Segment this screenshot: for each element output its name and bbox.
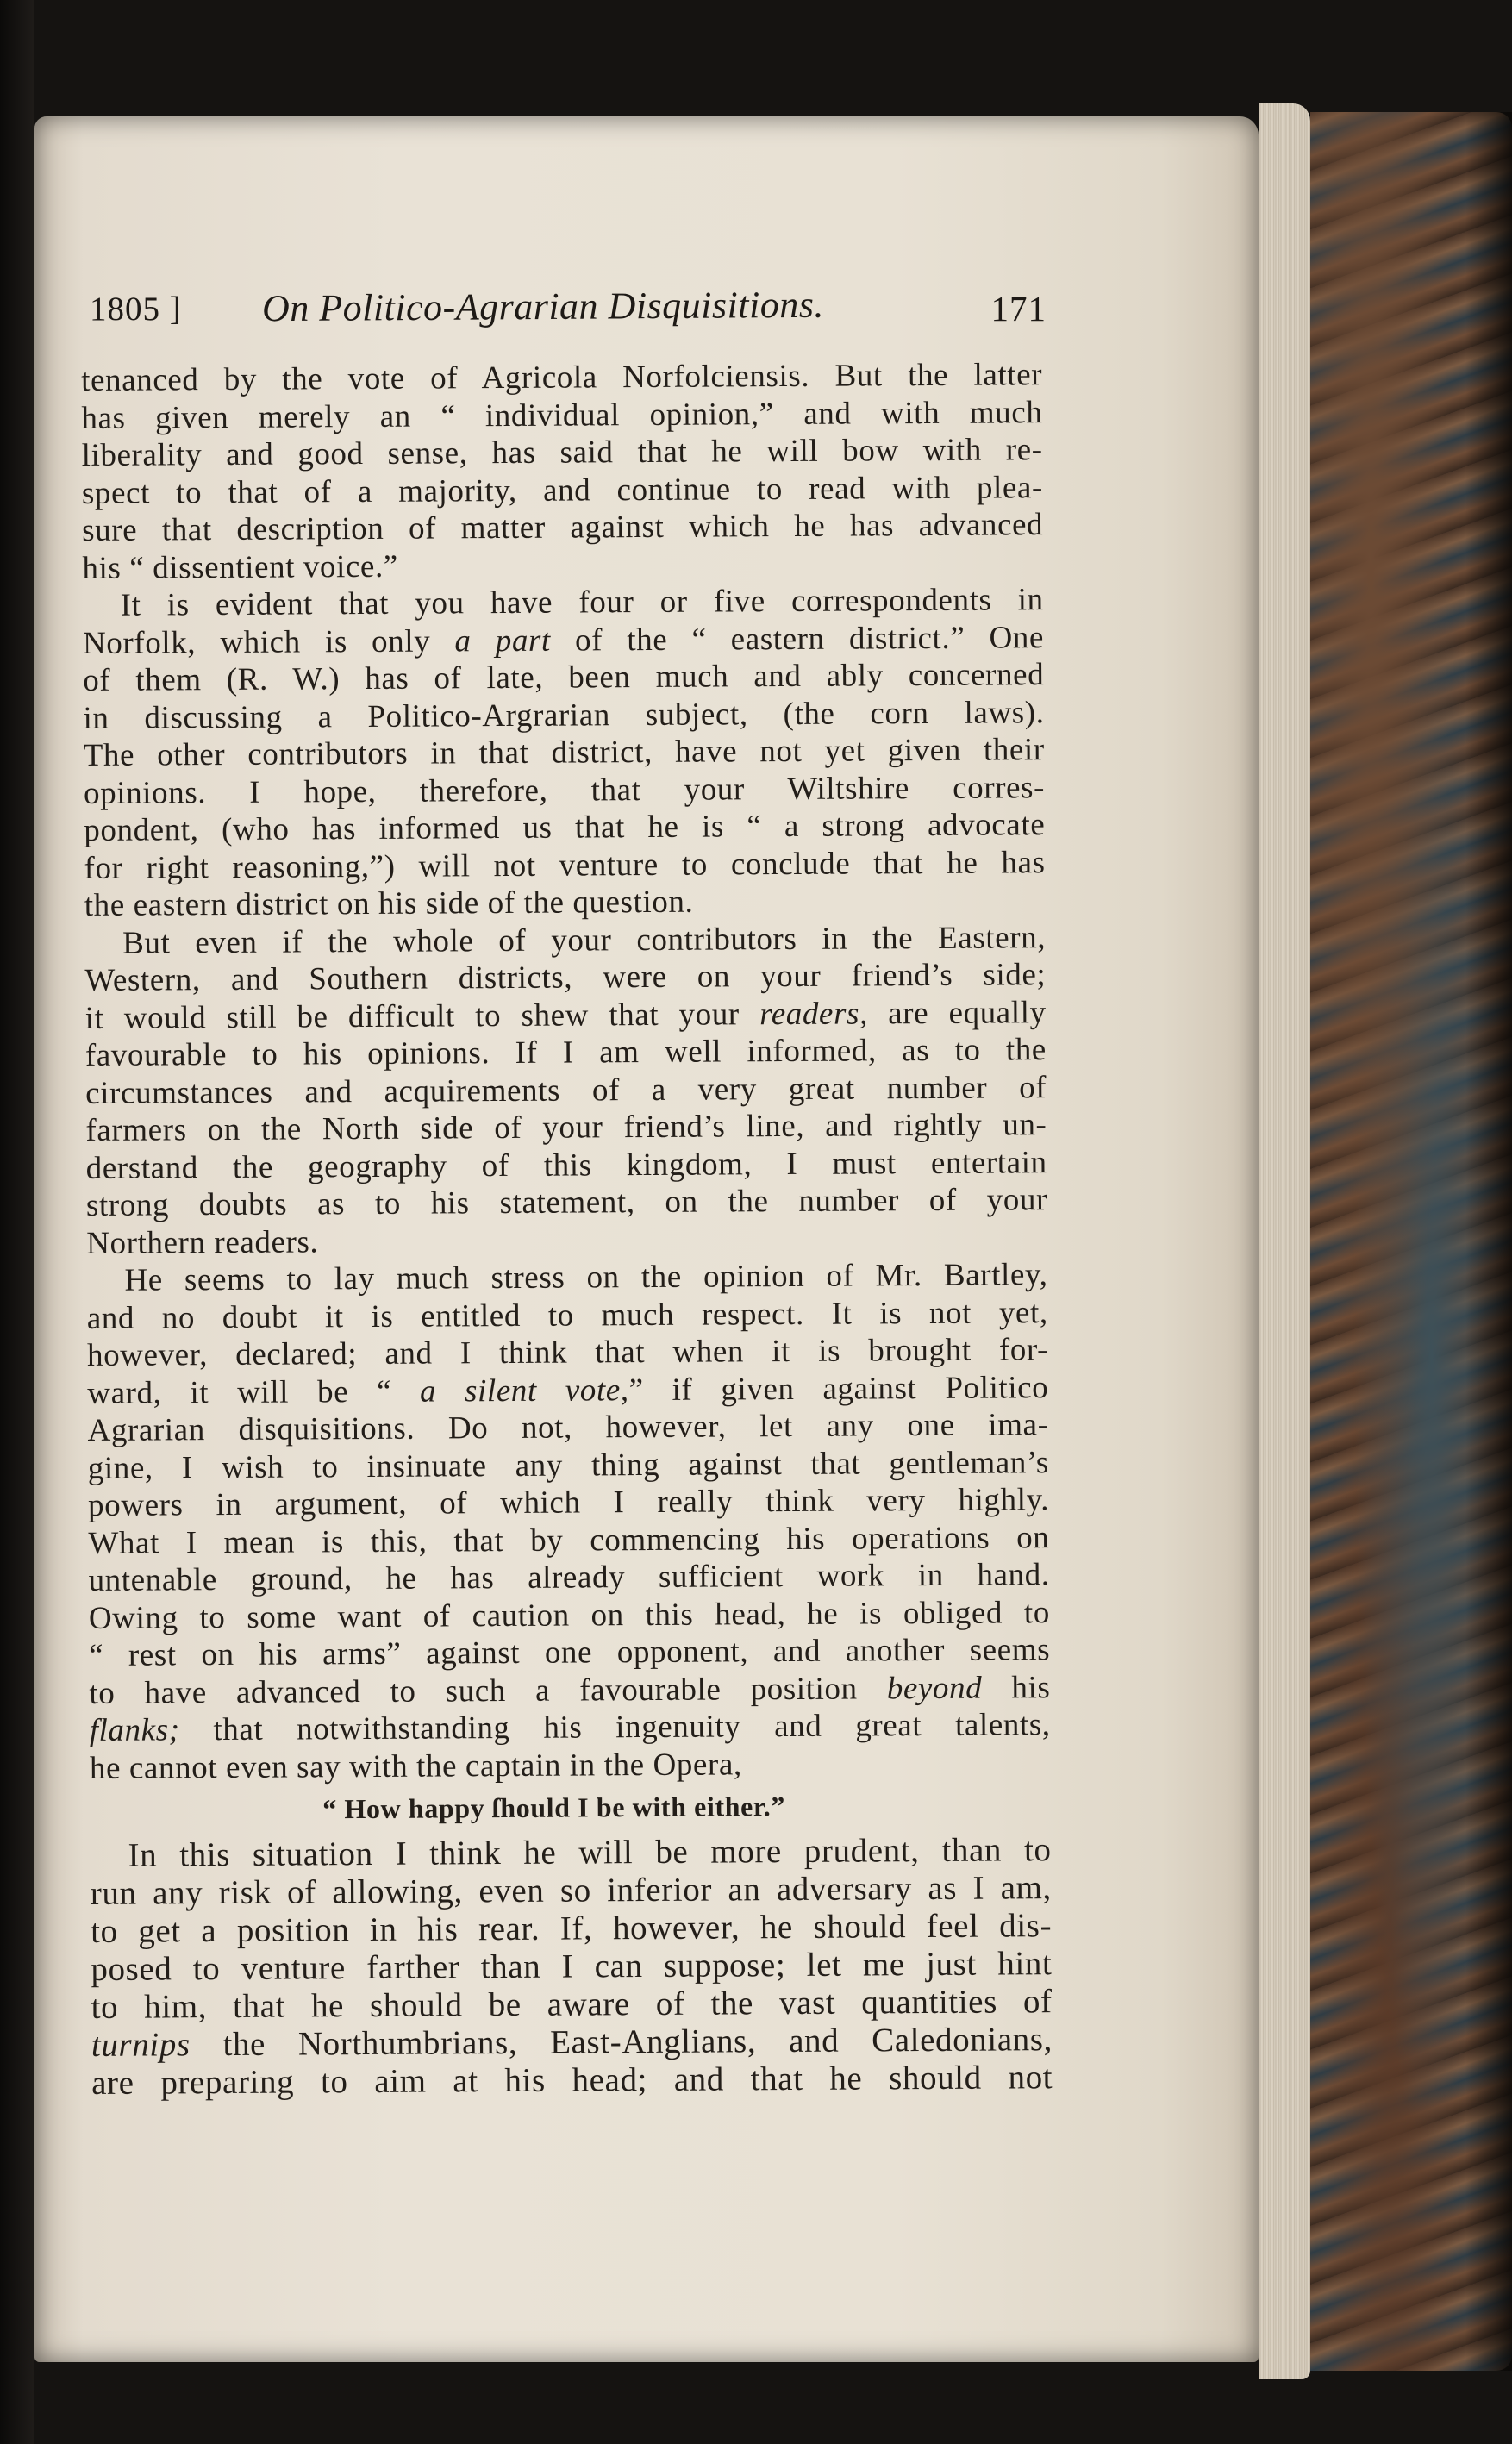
- body-text: [81, 356, 1053, 2102]
- text-line: in discussing a Politico-Argrarian subject, (the corn laws).: [83, 694, 1045, 736]
- text-line: farmers on the North side of your friend’s line, and rightly un-: [85, 1107, 1047, 1148]
- text-line: Owing to some want of caution on this head, he is obliged to: [88, 1594, 1051, 1636]
- verse-quote: “ How happy ſhould I be with either.”: [322, 1791, 786, 1825]
- text-line: [85, 994, 1047, 1037]
- text-line: to him, that he should be aware of the vast quantities of: [91, 1982, 1053, 2026]
- page-edges: [1259, 103, 1310, 2379]
- text-line: to get a position in his rear. If, however, he should feel dis-: [90, 1906, 1053, 1950]
- text-line: for right reasoning,”) will not venture to conclude that he has: [84, 844, 1046, 886]
- italic-phrase: a silent vote,: [419, 1372, 629, 1410]
- text-segment: the Northumbrians, East-Anglians, and Caledonians,: [190, 2020, 1053, 2063]
- text-line: has given merely an “ individual opinion,” and with much: [81, 394, 1043, 436]
- text-line: gine, I wish to insinuate any thing against that gentleman’s: [87, 1444, 1049, 1486]
- text-segment: ” if given against Politico: [628, 1369, 1049, 1408]
- text-line: are preparing to aim at his head; and that he should not: [91, 2058, 1053, 2102]
- text-line: run any risk of allowing, even so inferior an adversary as I am,: [90, 1868, 1052, 1912]
- italic-phrase: flanks;: [89, 1712, 180, 1748]
- running-title: On Politico-Agrarian Disquisitions.: [261, 283, 825, 330]
- text-line: powers in argument, of which I really think very highly.: [87, 1482, 1050, 1523]
- italic-phrase: a part: [454, 622, 551, 659]
- text-line: [89, 1669, 1050, 1712]
- page-number: 171: [990, 289, 1047, 328]
- text-line: the eastern district on his side of the question.: [84, 884, 694, 923]
- text-line: Western, and Southern districts, were on your friend’s side;: [84, 957, 1047, 998]
- text-line: strong doubts as to his statement, on the number of your: [85, 1182, 1048, 1223]
- text-line: Northern readers.: [86, 1223, 319, 1261]
- text-line: [90, 1706, 1051, 1749]
- italic-phrase: beyond: [886, 1670, 983, 1706]
- text-line: posed to venture farther than I can suppose; let me just hint: [91, 1944, 1053, 1988]
- text-line: circumstances and acquirements of a very great number of: [85, 1069, 1047, 1111]
- text-line: What I mean is this, that by commencing his operations on: [88, 1519, 1050, 1561]
- text-line: derstand the geography of this kingdom, I must entertain: [85, 1144, 1047, 1186]
- text-line: however, declared; and I think that when it is brought for-: [86, 1332, 1049, 1373]
- text-segment: to have advanced to such a favourable position: [89, 1670, 887, 1711]
- running-header: [90, 284, 1047, 336]
- text-line: untenable ground, he has already sufficient work in hand.: [88, 1557, 1050, 1598]
- text-line: It is evident that you have four or five correspondents in: [120, 582, 1044, 623]
- text-line: [91, 2021, 1053, 2065]
- text-line: his “ dissentient voice.”: [82, 548, 399, 586]
- cover-shadow: [1465, 112, 1512, 2371]
- text-segment: Norfolk, which is only: [82, 622, 455, 661]
- text-line: pondent, (who has informed us that he is “ a strong advocate: [84, 807, 1046, 848]
- text-line: But even if the whole of your contributors in the Eastern,: [122, 919, 1047, 961]
- text-line: “ rest on his arms” against one opponent, and another seems: [89, 1632, 1051, 1673]
- text-segment: that notwithstanding his ingenuity and great talents,: [179, 1707, 1051, 1748]
- italic-phrase: readers,: [759, 995, 868, 1032]
- text-line: Agrarian disquisitions. Do not, however, let any one ima-: [87, 1407, 1049, 1448]
- text-line: The other contributors in that district, have not yet given their: [83, 732, 1045, 773]
- text-line: opinions. I hope, therefore, that your Wiltshire corres-: [83, 769, 1046, 811]
- text-segment: of the “ eastern district.” One: [550, 619, 1045, 659]
- italic-phrase: turnips: [91, 2025, 191, 2064]
- text-line: [87, 1369, 1048, 1412]
- text-line: favourable to his opinions. If I am well informed, as to the: [84, 1032, 1047, 1073]
- text-segment: it would still be difficult to shew that your: [84, 996, 760, 1036]
- text-segment: his: [982, 1669, 1051, 1706]
- text-line: In this situation I think he will be more prudent, than to: [128, 1830, 1052, 1874]
- book-gutter-shadow: [0, 0, 34, 2444]
- text-line: He seems to lay much stress on the opinion of Mr. Bartley,: [124, 1257, 1048, 1298]
- text-line: of them (R. W.) has of late, been much and ably concerned: [83, 657, 1045, 698]
- text-line: he cannot even say with the captain in the Opera,: [89, 1746, 742, 1786]
- running-year: 1805 ]: [90, 291, 182, 328]
- text-line: sure that description of matter against which he has advanced: [82, 507, 1044, 548]
- text-line: and no doubt it is entitled to much respect. It is not yet,: [86, 1294, 1048, 1336]
- text-line: spect to that of a majority, and continue to read with plea-: [81, 469, 1044, 511]
- text-line: [83, 619, 1044, 662]
- text-segment: ward, it will be “: [87, 1373, 421, 1411]
- text-line: tenanced by the vote of Agricola Norfolciensis. But the latter: [81, 357, 1043, 398]
- text-segment: are equally: [867, 994, 1047, 1031]
- text-line: liberality and good sense, has said that he will bow with re-: [81, 432, 1043, 473]
